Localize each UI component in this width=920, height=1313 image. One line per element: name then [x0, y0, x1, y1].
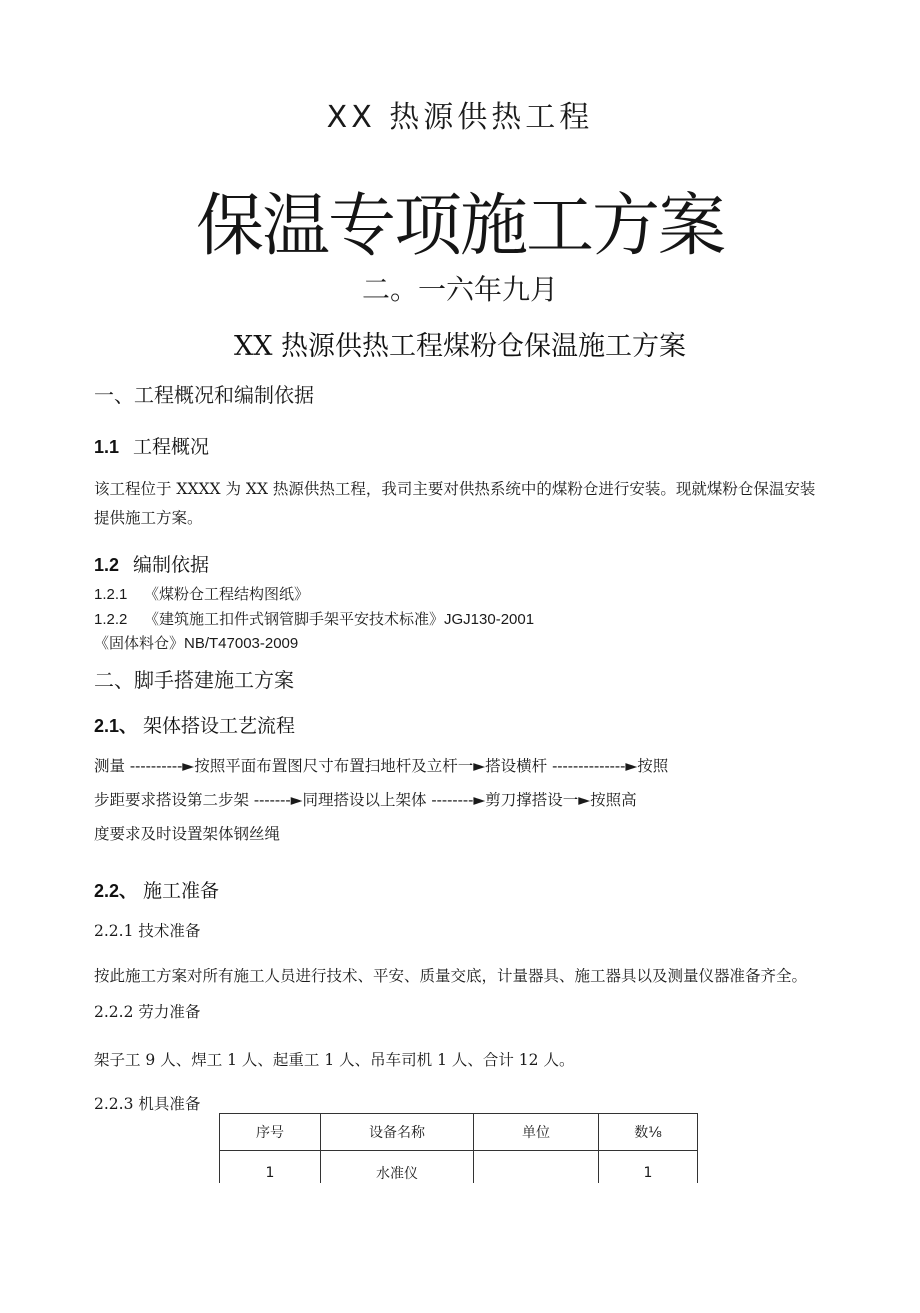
section-2-2-heading [94, 876, 219, 903]
tech-paragraph: 按此施工方案对所有施工人员进行技术、平安、质量交底，计量器具、施工器具以及测量仪器准备齐全。2.2.2 劳力准备 [94, 967, 808, 1021]
table-cell: 1 [220, 1151, 321, 1196]
section-title: 施工准备 [143, 880, 220, 902]
section-title: 工程概况 [133, 436, 210, 458]
section-2-1-heading [94, 711, 295, 738]
column-header: 设备名称 [321, 1114, 474, 1151]
table-cell: 水准仪 [321, 1151, 474, 1196]
section-number: 1.1 [94, 437, 120, 457]
section-title: 编制依据 [133, 554, 210, 576]
section-number: 2.2、 [94, 881, 138, 901]
flow-line: 步距要求搭设第二步架 -------►同理搭设以上架体 --------►剪刀撑搭设一►按照高 [94, 791, 637, 809]
table-cell: 1 [599, 1151, 698, 1196]
reference-item [94, 608, 534, 629]
section-1-2-heading [94, 550, 209, 577]
cover-subtitle: XX 热源供热工程 [326, 100, 594, 135]
subsection-2-2-3: 2.2.3 机具准备 [94, 1095, 201, 1113]
cover-date: 二。一六年九月 [361, 273, 558, 306]
column-header: 单位 [474, 1114, 599, 1151]
reference-text: 《建筑施工扣件式钢管脚手架平安技术标准》JGJ130-2001 [144, 611, 535, 628]
section-number: 1.2 [94, 555, 120, 575]
labor-paragraph: 架子工 9 人、焊工 1 人、起重工 1 人、吊车司机 1 人、合计 12 人。 [94, 1051, 575, 1069]
reference-text: 《煤粉仓工程结构图纸》 [144, 586, 310, 603]
overview-paragraph: 该工程位于 XXXX 为 XX 热源供热工程，我司主要对供热系统中的煤粉仓进行安装。现就煤粉仓保温安装提供施工方案。 [94, 480, 816, 527]
section-1-1-heading [94, 432, 209, 459]
column-header: 序号 [220, 1114, 321, 1151]
flow-line: 测量 ----------►按照平面布置图尺寸布置扫地杆及立杆一►搭设横杆 --------------►按照 [94, 757, 669, 775]
column-header: 数⅛ [599, 1114, 698, 1151]
flow-line: 度要求及时设置架体钢丝绳 [94, 825, 281, 843]
section-2-heading: 二、脚手搭建施工方案 [94, 668, 294, 692]
table-header-row [220, 1114, 698, 1151]
section-number: 2.1、 [94, 716, 138, 736]
subsection-2-2-1: 2.2.1 技术准备 [94, 922, 201, 940]
reference-item [94, 632, 298, 653]
document-title: XX 热源供热工程煤粉仓保温施工方案 [233, 331, 687, 362]
reference-text: 《固体料仓》NB/T47003-2009 [94, 635, 299, 652]
section-title: 架体搭设工艺流程 [143, 715, 296, 737]
reference-number: 1.2.2 [94, 611, 128, 628]
cover-title: 保温专项施工方案 [195, 187, 724, 266]
reference-item [94, 583, 309, 604]
section-1-heading: 一、工程概况和编制依据 [94, 383, 314, 407]
page-bottom-mask [0, 1183, 920, 1313]
reference-number: 1.2.1 [94, 586, 128, 603]
